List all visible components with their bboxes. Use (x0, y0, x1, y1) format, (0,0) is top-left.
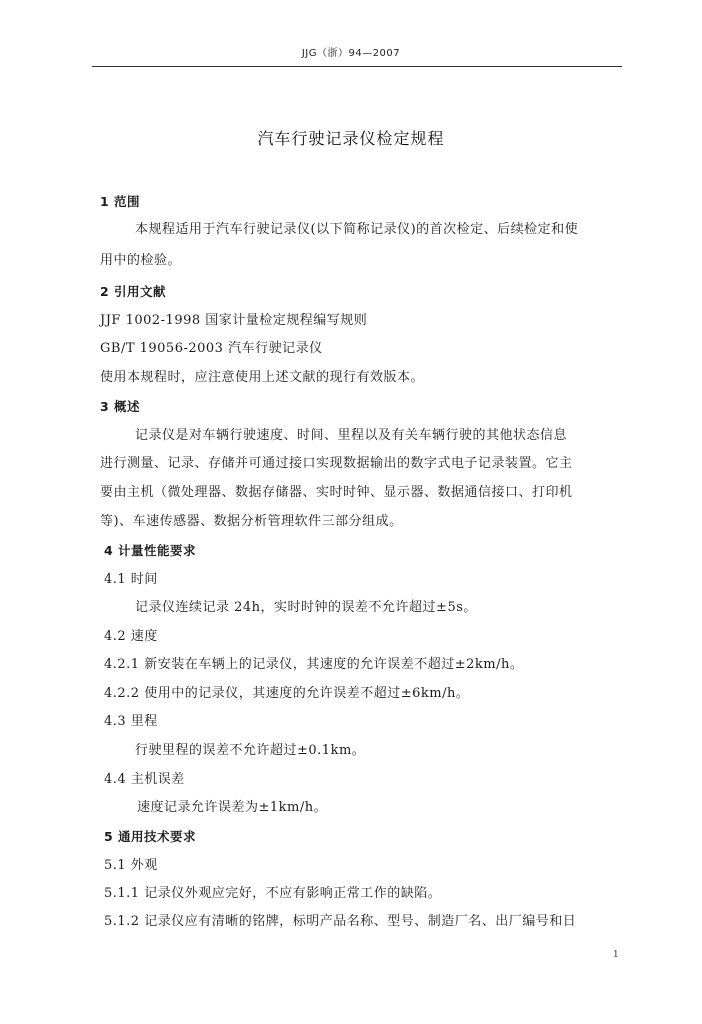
paragraph-line: 行驶里程的误差不允许超过±0.1km。 (135, 743, 366, 758)
subsection-heading: 5.1 外观 (104, 858, 158, 873)
subsection-heading: 4.4 主机误差 (104, 772, 185, 787)
paragraph-line: 进行测量、记录、存储并可通过接口实现数据输出的数字式电子记录装置。它主 (100, 456, 573, 471)
reference-line: GB/T 19056-2003 汽车行驶记录仪 (100, 341, 323, 356)
section-heading: 1 范围 (100, 194, 141, 209)
subsection-heading: 4.3 里程 (104, 714, 158, 729)
paragraph-line: 记录仪是对车辆行驶速度、时间、里程以及有关车辆行驶的其他状态信息 (135, 428, 568, 443)
subsection-heading: 4.1 时间 (104, 572, 158, 587)
paragraph-line: 等)、车速传感器、数据分析管理软件三部分组成。 (100, 514, 403, 529)
paragraph-line: 速度记录允许误差为±1km/h。 (137, 800, 328, 815)
paragraph-line: 4.2.1 新安装在车辆上的记录仪，其速度的允许误差不超过±2km/h。 (104, 657, 524, 672)
paragraph-line: 使用本规程时，应注意使用上述文献的现行有效版本。 (100, 370, 425, 385)
paragraph-line: 用中的检验。 (100, 253, 182, 268)
header-rule (92, 66, 622, 67)
paragraph-line: 要由主机（微处理器、数据存储器、实时时钟、显示器、数据通信接口、打印机 (100, 485, 573, 500)
document-title: 汽车行驶记录仪检定规程 (257, 129, 445, 148)
section-heading: 2 引用文献 (100, 284, 167, 299)
section-heading: 5 通用技术要求 (104, 829, 197, 844)
page-number: 1 (613, 950, 619, 960)
section-heading: 4 计量性能要求 (104, 543, 197, 558)
paragraph-line: 5.1.2 记录仪应有清晰的铭牌，标明产品名称、型号、制造厂名、出厂编号和日 (104, 914, 577, 929)
paragraph-line: 记录仪连续记录 24h，实时时钟的误差不允许超过±5s。 (135, 600, 477, 615)
reference-line: JJF 1002-1998 国家计量检定规程编写规则 (100, 313, 368, 328)
paragraph-line: 4.2.2 使用中的记录仪，其速度的允许误差不超过±6km/h。 (104, 686, 470, 701)
standard-code-header: JJG（浙）94—2007 (301, 48, 401, 59)
section-heading: 3 概述 (100, 399, 141, 414)
paragraph-line: 5.1.1 记录仪外观应完好，不应有影响正常工作的缺陷。 (104, 886, 442, 901)
paragraph-line: 本规程适用于汽车行驶记录仪(以下简称记录仪)的首次检定、后续检定和使 (135, 222, 579, 237)
subsection-heading: 4.2 速度 (104, 629, 158, 644)
